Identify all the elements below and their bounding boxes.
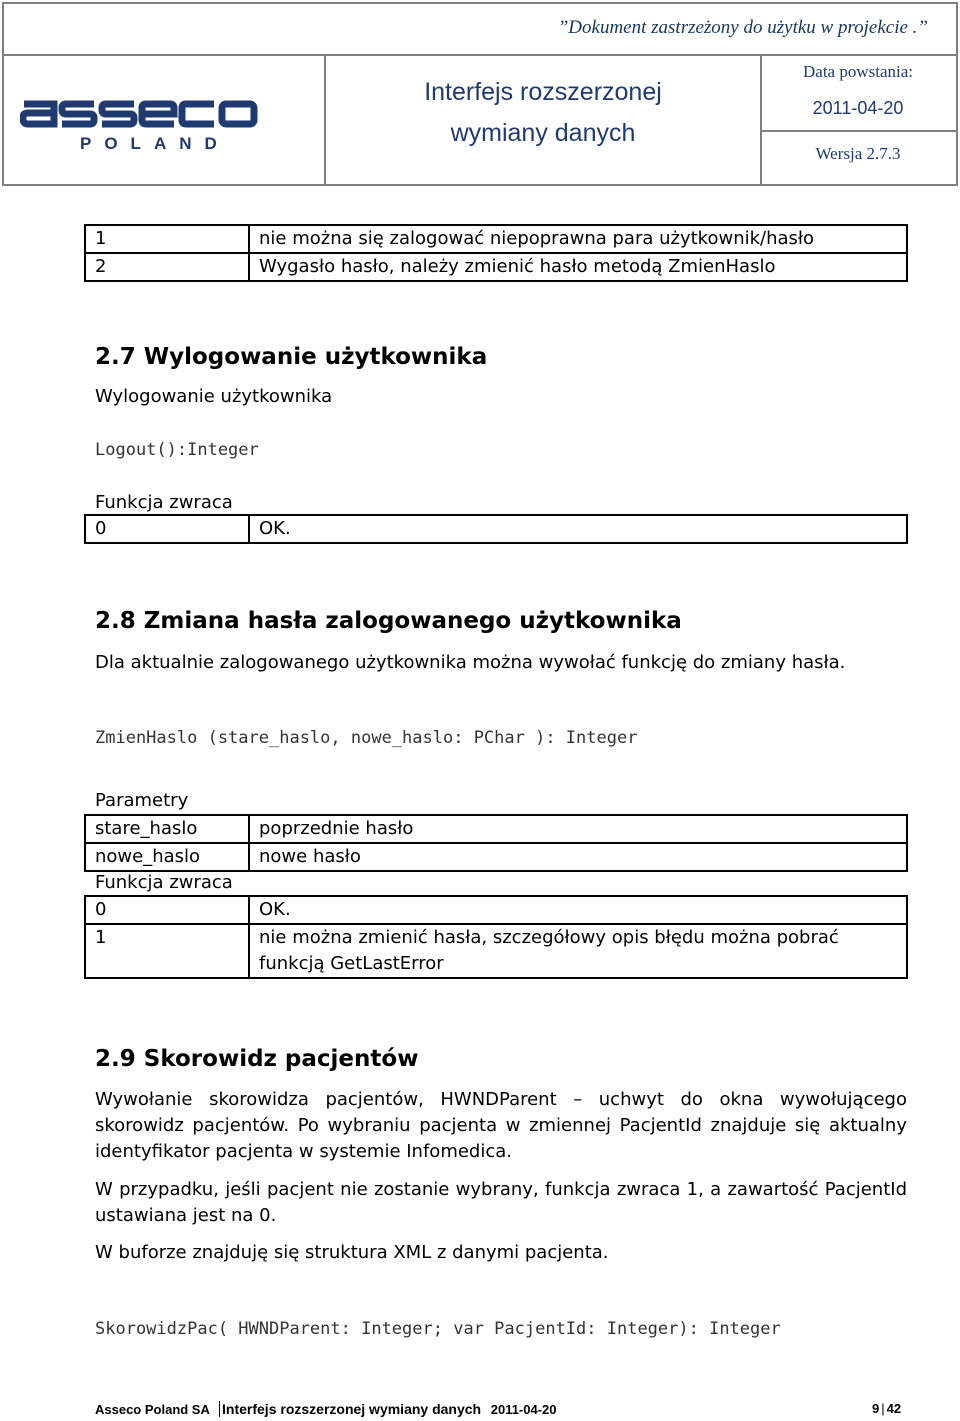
returns-label: Funkcja zwraca [95,872,233,893]
function-signature: ZmienHaslo (stare_haslo, nowe_haslo: PChar ): Integer [95,728,638,748]
table-row: nowe_haslo nowe hasło [85,843,907,871]
table-row: 0 OK. [85,515,907,543]
returns-table [84,895,908,979]
table-row: stare_haslo poprzednie hasło [85,815,907,843]
paragraph: W przypadku, jeśli pacjent nie zostanie wybrany, funkcja zwraca 1, a zawartość PacjentId ustawiana jest na 0. [95,1179,907,1226]
version-label: Wersja 2.7.3 [815,144,901,163]
section-heading-2-7: 2.7 Wylogowanie użytkownika [95,344,488,370]
page-number: 9 | 42 [872,1401,902,1416]
section-description: Dla aktualnie zalogowanego użytkownika można wywołać funkcję do zmiany hasła. [95,652,846,673]
footer-doc: Interfejs rozszerzonej wymiany danych [219,1401,481,1417]
section-heading-2-8: 2.8 Zmiana hasła zalogowanego użytkownika [95,608,682,634]
confidential-notice: ”Dokument zastrzeżony do użytku w projekcie .” [557,17,928,38]
params-label: Parametry [95,790,189,811]
page-header [0,0,960,186]
function-signature: Logout():Integer [95,440,259,460]
footer-company: Asseco Poland SA [95,1402,210,1417]
returns-label: Funkcja zwraca [95,492,233,513]
page-footer [95,1401,557,1417]
footer-date: 2011-04-20 [490,1402,557,1417]
table-row: 2 Wygasło hasło, należy zmienić hasło metodą ZmienHaslo [85,253,907,281]
logo-subtitle: POLAND [80,134,230,153]
paragraph: W buforze znajduję się struktura XML z danymi pacjenta. [95,1242,609,1263]
created-date: 2011-04-20 [812,98,904,118]
document-title: Interfejs rozszerzonej wymiany danych [424,78,662,147]
created-label: Data powstania: [803,62,913,81]
login-error-codes-table [84,224,908,282]
table-row: 1 nie można zmienić hasła, szczegółowy opis błędu można pobrać funkcją GetLastError [85,924,907,978]
section-description: Wylogowanie użytkownika [95,386,333,407]
returns-table [84,514,908,544]
asseco-logo [20,90,260,160]
table-row: 0 OK. [85,896,907,924]
table-row: 1 nie można się zalogować niepoprawna para użytkownik/hasło [85,225,907,253]
function-signature: SkorowidzPac( HWNDParent: Integer; var PacjentId: Integer): Integer [95,1319,781,1339]
paragraph: Wywołanie skorowidza pacjentów, HWNDParent – uchwyt do okna wywołującego skorowidz pacjentów. Po wybraniu pacjenta w zmiennej PacjentId znajduje się aktualny identyfikator pacjenta w systemie Infomedica. [95,1089,907,1162]
section-heading-2-9: 2.9 Skorowidz pacjentów [95,1046,419,1072]
params-table [84,814,908,872]
